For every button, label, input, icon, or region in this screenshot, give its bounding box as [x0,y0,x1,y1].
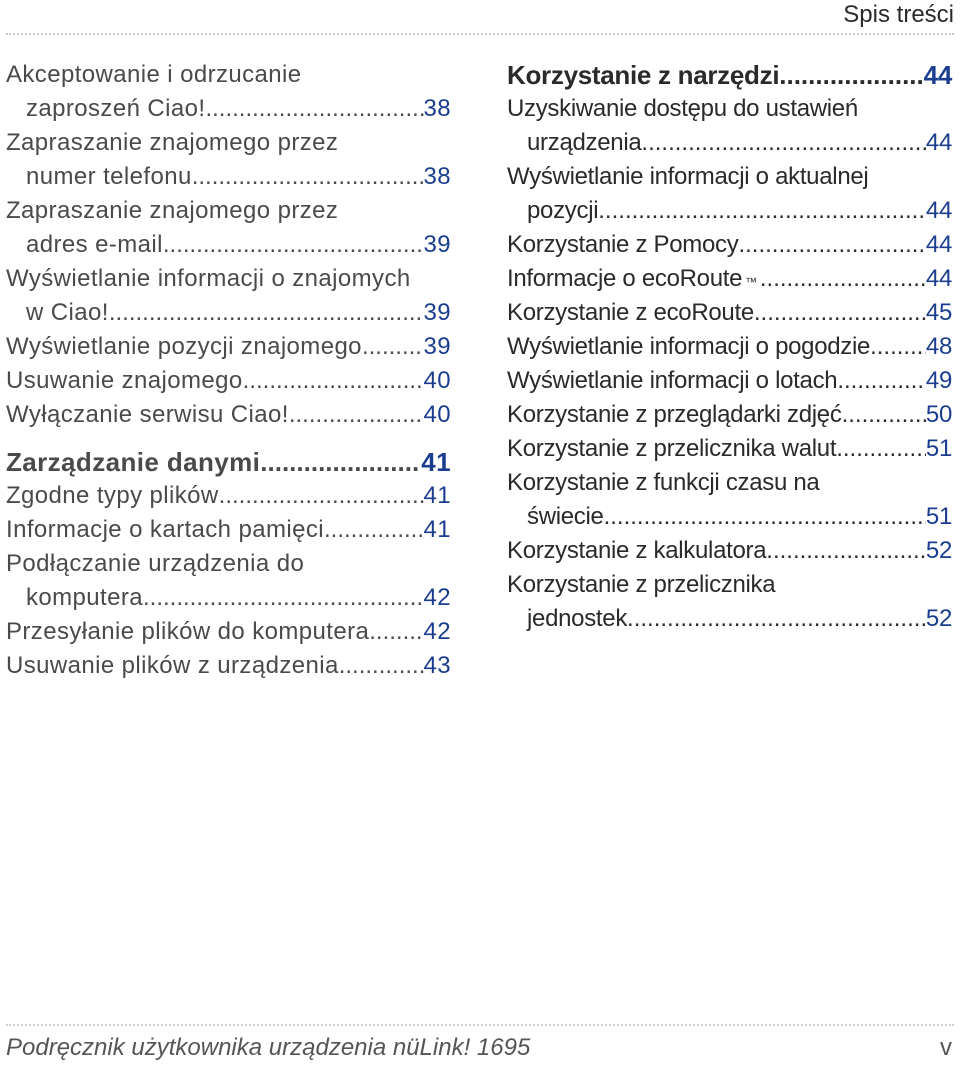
toc-entry-text: urządzenia [527,129,642,156]
toc-entry[interactable] [507,330,952,364]
dot-leader [205,92,423,126]
toc-entry-text: jednostek [527,605,628,632]
toc-page-number[interactable]: 44 [925,231,952,258]
toc-entry-text: Korzystanie z przeglądarki zdjęć [507,401,842,428]
toc-entry-text: Wyświetlanie informacji o lotach [507,367,838,394]
toc-heading-line [6,445,451,479]
toc-section-data-management [6,445,451,683]
toc-entry-line [507,126,952,160]
toc-entry-line [507,534,952,568]
toc-entry[interactable] [507,262,952,296]
toc-entry-line [507,568,952,602]
dot-leader [324,513,424,547]
dot-leader [339,649,424,683]
dot-leader [260,445,421,479]
toc-page-number[interactable]: 52 [925,537,952,564]
toc-entry-text: Usuwanie plików z urządzenia [6,652,339,679]
toc-page-number[interactable]: 45 [925,299,952,326]
toc-entry-line [507,398,952,432]
toc-entry-text: Przesyłanie plików do komputera [6,618,370,645]
toc-entry-text: w Ciao! [26,299,109,326]
toc-entry-text: Podłączanie urządzenia do [6,550,305,577]
toc-page-number[interactable]: 41 [421,447,451,477]
dot-leader [604,500,926,534]
toc-entry-text: Wyświetlanie pozycji znajomego [6,333,362,360]
toc-entry-text: Korzystanie z kalkulatora [507,537,767,564]
toc-entry[interactable] [6,126,451,194]
toc-entry[interactable] [507,568,952,636]
toc-entry-line [6,296,451,330]
toc-entry-text: Wyświetlanie informacji o pogodzie [507,333,871,360]
toc-entry-text: Akceptowanie i odrzucanie [6,61,302,88]
toc-page-number[interactable]: 42 [423,618,451,645]
toc-page-number[interactable]: 38 [423,95,451,122]
dot-leader [362,330,424,364]
toc-page-number[interactable]: 40 [423,367,451,394]
dot-leader [627,602,926,636]
toc-page-number[interactable]: 44 [925,197,952,224]
toc-page-number[interactable]: 41 [423,482,451,509]
toc-page-number[interactable]: 44 [923,60,952,90]
dot-leader [738,228,925,262]
dot-leader [163,228,424,262]
toc-entry-line [507,364,952,398]
header-divider [6,33,954,35]
toc-page-number[interactable]: 43 [423,652,451,679]
dot-leader [842,398,926,432]
toc-section-heading[interactable] [507,58,952,92]
toc-entry-line [6,649,451,683]
dot-leader [870,330,926,364]
dot-leader [219,479,424,513]
toc-entry[interactable] [507,432,952,466]
page-footer [6,1030,952,1066]
dot-leader [598,194,926,228]
toc-entry[interactable] [6,547,451,615]
toc-heading-text: Zarządzanie danymi [6,447,261,477]
dot-leader [836,432,926,466]
dot-leader [754,296,926,330]
toc-entry[interactable] [507,228,952,262]
toc-entry[interactable] [507,398,952,432]
toc-page-number[interactable]: 42 [423,584,451,611]
toc-entry-line [507,432,952,466]
toc-entry-text: Wyświetlanie informacji o znajomych [6,265,411,292]
toc-entry-text: Usuwanie znajomego [6,367,243,394]
toc-entry[interactable] [6,649,451,683]
toc-entry-line [507,500,952,534]
toc-entry-line [6,228,451,262]
toc-entry[interactable] [507,296,952,330]
footer-manual-title: Podręcznik użytkownika urządzenia nüLink! 1695 [6,1034,531,1061]
page-section-title: Spis treści [843,1,954,28]
dot-leader [779,58,923,92]
toc-entry-line [6,513,451,547]
toc-entry[interactable] [6,262,451,330]
toc-entry-text: Wyłączanie serwisu Ciao! [6,401,289,428]
toc-entry-line [6,615,451,649]
toc-section-tools [507,58,952,636]
toc-entry[interactable] [507,160,952,228]
toc-entry-line: Informacje o ecoRoute ™ ..... 44 [507,262,952,296]
toc-entry[interactable] [507,92,952,160]
toc-entry-text: Informacje o kartach pamięci [6,516,324,543]
toc-entry-text: Zapraszanie znajomego przez [6,129,339,156]
toc-entry[interactable] [6,615,451,649]
footer-divider [6,1024,954,1026]
toc-entry-text: Korzystanie z Pomocy [507,231,739,258]
toc-entry-line [6,160,451,194]
toc-entry[interactable] [507,534,952,568]
toc-page-number[interactable]: 49 [925,367,952,394]
dot-leader [766,534,926,568]
toc-entry-line [507,194,952,228]
toc-entry-text: Zapraszanie znajomego przez [6,197,339,224]
toc-entry-text: Uzyskiwanie dostępu do ustawień [507,95,858,122]
section-spacer [6,432,451,445]
dot-leader [192,160,424,194]
toc-entry-line [6,547,451,581]
toc-entry[interactable] [6,513,451,547]
dot-leader [837,364,926,398]
toc-entry-line [507,160,952,194]
toc-entry[interactable] [507,466,952,534]
toc-entry-line [6,581,451,615]
toc-entry-text: Informacje o ecoRoute [507,265,743,292]
toc-section-heading[interactable] [6,445,451,479]
toc-entry[interactable] [6,330,451,364]
toc-entry-text: numer telefonu [26,163,192,190]
toc-entry-text: Korzystanie z przelicznika walut [507,435,837,462]
toc-page-number[interactable]: 52 [925,605,952,632]
toc-page-number[interactable]: 39 [423,333,451,360]
toc-entry-text: Korzystanie z przelicznika [507,571,776,598]
dot-leader [109,296,424,330]
toc-entry[interactable] [6,194,451,262]
toc-entry-line [6,330,451,364]
toc-heading-line [507,58,952,92]
toc-entry-line [507,92,952,126]
dot-leader [243,364,424,398]
toc-page-number[interactable]: 38 [423,163,451,190]
dot-leader [369,615,423,649]
toc-entry-text: Wyświetlanie informacji o aktualnej [507,163,869,190]
toc-entry-text: adres e-mail [26,231,163,258]
toc-entry-line [6,262,451,296]
toc-entry[interactable] [6,479,451,513]
toc-right-column [507,58,952,636]
toc-page-number[interactable]: 51 [925,435,952,462]
toc-page-number[interactable]: 51 [925,503,952,530]
dot-leader [143,581,424,615]
toc-entry-line [6,194,451,228]
toc-entry-text: zaproszeń Ciao! [26,95,206,122]
toc-entry-line [6,92,451,126]
toc-entry-text: Korzystanie z ecoRoute [507,299,754,326]
toc-page-number[interactable]: 40 [423,401,451,428]
toc-entry-line [507,602,952,636]
toc-entry-line [507,296,952,330]
toc-entry-line [6,398,451,432]
toc-group-ciao [6,58,451,432]
toc-page-number[interactable]: 39 [423,231,451,258]
toc-entry-line [6,126,451,160]
toc-page-number[interactable]: 50 [925,401,952,428]
toc-entry[interactable] [6,364,451,398]
toc-entry-line [507,330,952,364]
footer-page-number: v [940,1034,952,1061]
toc-entry-line [6,479,451,513]
dot-leader [760,262,926,296]
toc-entry-line [6,58,451,92]
toc-entry-text: Zgodne typy plików [6,482,219,509]
toc-page-number[interactable]: 44 [925,265,952,292]
toc-heading-text: Korzystanie z narzędzi [507,60,780,90]
toc-entry[interactable] [6,58,451,126]
toc-entry-line [6,364,451,398]
toc-entry-line [507,466,952,500]
toc-entry-text: świecie [527,503,604,530]
toc-entry[interactable] [507,364,952,398]
toc-entry[interactable] [6,398,451,432]
toc-entry-text: pozycji [527,197,599,224]
dot-leader [289,398,424,432]
toc-left-column [6,58,451,683]
toc-page-number[interactable]: 44 [925,129,952,156]
toc-page-number[interactable]: 48 [925,333,952,360]
toc-page-number[interactable]: 41 [423,516,451,543]
toc-entry-line [507,228,952,262]
toc-page-number[interactable]: 39 [423,299,451,326]
dot-leader [641,126,925,160]
toc-entry-text: komputera [26,584,143,611]
toc-entry-text: Korzystanie z funkcji czasu na [507,469,820,496]
